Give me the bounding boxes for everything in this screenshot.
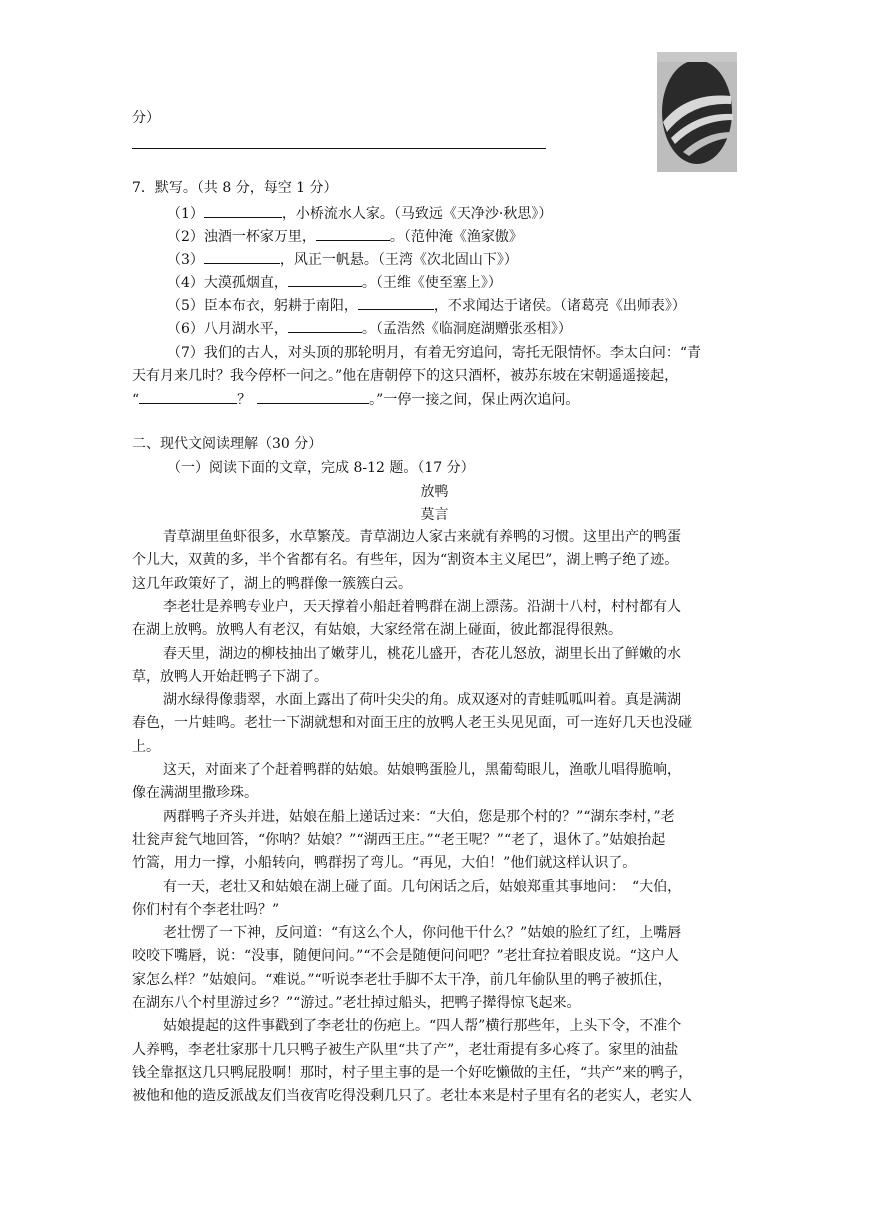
article-line: 壮瓮声瓮气地回答，“你呐？姑娘？”“湖西王庄。”“老王呢？”“老了，退休了。”姑娘抬起 <box>132 832 666 848</box>
q7-item-2-post: 。（范仲淹《渔家傲》 <box>389 229 523 245</box>
q7-item-5-pre: （5）臣本布衣，躬耕于南阳， <box>167 298 358 314</box>
q7-item-1-post: ，小桥流水人家。（马致远《天净沙·秋思》） <box>281 206 553 222</box>
article-line: 春天里，湖边的柳枝抽出了嫩芽儿，桃花儿盛开，杏花儿怒放，湖里长出了鲜嫩的水 <box>163 646 681 662</box>
article-line: 个儿大，双黄的多，半个省都有名。有些年，因为“割资本主义尾巴”，湖上鸭子绝了迹。 <box>132 552 679 568</box>
q7-blank-7a[interactable] <box>139 389 237 404</box>
q7-blank-5[interactable] <box>358 295 434 310</box>
q7-blank-4[interactable] <box>288 272 362 287</box>
article-line: 咬咬下嘴唇，说：“没事，随便问问。”“不会是随便问问吧？”老壮耷拉着眼皮说。“这户人 <box>132 948 679 964</box>
article-line: 这几年政策好了，湖上的鸭群像一簇簇白云。 <box>132 576 412 592</box>
article-line: 人养鸭，李老壮家那十几只鸭子被生产队里“共了产”，老壮甭提有多心疼了。家里的油盐 <box>132 1042 679 1058</box>
article-line: 在湖东八个村里游过乡？”“游过。”老壮掉过船头，把鸭子撵得惊飞起来。 <box>132 995 581 1011</box>
answer-line <box>132 148 546 149</box>
article-line: 湖水绿得像翡翠，水面上露出了荷叶尖尖的角。成双逐对的青蛙呱呱叫着。真是满湖 <box>163 692 681 708</box>
q7-blank-3[interactable] <box>204 249 280 264</box>
article-line: 上。 <box>132 739 160 755</box>
article-line: 有一天，老壮又和姑娘在湖上碰了面。几句闲话之后，姑娘郑重其事地问： “大伯， <box>163 879 682 895</box>
q7-item-2 <box>167 226 523 247</box>
q7-item-2-pre: （2）浊酒一杯家万里， <box>167 229 316 245</box>
q7-item-3-pre: （3） <box>167 252 204 268</box>
school-logo <box>657 52 737 172</box>
q7-blank-6[interactable] <box>288 318 362 333</box>
q7-item-4-post: 。（王维《使至塞上》） <box>361 275 502 291</box>
q7-item-7-line1: （7）我们的古人，对头顶的那轮明月，有着无穷追问，寄托无限情怀。李太白问：“青 <box>167 345 702 361</box>
q7-item-1 <box>167 203 552 224</box>
section2-sub: （一）阅读下面的文章，完成 8-12 题。（17 分） <box>167 460 475 476</box>
header-fragment: 分） <box>132 110 160 126</box>
article-line: 春色，一片蛙鸣。老壮一下湖就想和对面王庄的放鸭人老王头见见面，可一连好几天也没碰 <box>132 715 692 731</box>
q7-item-6-post: 。（孟浩然《临洞庭湖赠张丞相》） <box>361 321 572 337</box>
q7-title: 7．默写。（共 8 分，每空 1 分） <box>132 180 338 196</box>
article-line: 在湖上放鸭。放鸭人有老汉，有姑娘，大家经常在湖上碰面，彼此都混得很熟。 <box>132 622 622 638</box>
article-line: 像在满湖里撒珍珠。 <box>132 785 258 801</box>
article-title: 放鸭 <box>420 484 449 500</box>
article-line: 姑娘提起的这件事戳到了李老壮的伤疤上。“四人帮”横行那些年，上头下令，不准个 <box>163 1018 682 1034</box>
section2-title: 二、现代文阅读理解（30 分） <box>132 436 323 452</box>
q7-blank-7b[interactable] <box>257 389 369 404</box>
article-line: 竹篙，用力一撑，小船转向，鸭群拐了弯儿。“再见，大伯！”他们就这样认识了。 <box>132 855 637 871</box>
q7-item-7-line3 <box>132 389 579 410</box>
q7-item-4-pre: （4）大漠孤烟直， <box>167 275 288 291</box>
article-line: 两群鸭子齐头并进，姑娘在船上递话过来：“大伯，您是那个村的？”“湖东李村，”老 <box>163 809 675 825</box>
q7-item-6 <box>167 318 572 339</box>
q7-question-mark: ？ <box>237 392 252 408</box>
q7-item-7-line2: 天有月来几时？我今停杯一问之。”他在唐朝停下的这只酒杯，被苏东坡在宋朝遥遥接起， <box>132 368 679 384</box>
q7-item-5 <box>167 295 686 316</box>
article-line: 李老壮是养鸭专业户，天天撑着小船赶着鸭群在湖上漂荡。沿湖十八村，村村都有人 <box>163 599 681 615</box>
q7-open-quote: “ <box>132 392 140 408</box>
article-line: 钱全靠抠这几只鸭屁股啊！那时，村子里主事的是一个好吃懒做的主任，“共产”来的鸭子， <box>132 1065 693 1081</box>
q7-item-4 <box>167 272 502 293</box>
article-author: 莫言 <box>420 507 449 523</box>
article-line: 青草湖里鱼虾很多，水草繁茂。青草湖边人家古来就有养鸭的习惯。这里出产的鸭蛋 <box>163 529 681 545</box>
article-line: 老壮愣了一下神，反问道：“有这么个人，你问他干什么？”姑娘的脸红了红，上嘴唇 <box>163 925 682 941</box>
q7-blank-1[interactable] <box>204 203 282 218</box>
article-line: 这天，对面来了个赶着鸭群的姑娘。姑娘鸭蛋脸儿，黑葡萄眼儿，渔歌儿唱得脆响， <box>163 762 681 778</box>
q7-blank-2[interactable] <box>316 226 390 241</box>
q7-item-3 <box>167 249 518 270</box>
article-line: 被他和他的造反派战友们当夜宵吃得没剩几只了。老壮本来是村子里有名的老实人，老实人 <box>132 1088 692 1104</box>
q7-item-1-pre: （1） <box>167 206 204 222</box>
q7-item-5-post: ，不求闻达于诸侯。（诸葛亮《出师表》） <box>433 298 686 314</box>
q7-item-7-end: 。”一停一接之间，保止两次追问。 <box>369 392 580 408</box>
article-line: 你们村有个李老壮吗？” <box>132 902 280 918</box>
q7-item-3-post: ，风正一帆悬。（王湾《次北固山下》） <box>279 252 518 268</box>
q7-item-6-pre: （6）八月湖水平， <box>167 321 288 337</box>
article-line: 家怎么样？”姑娘问。“难说。”“听说李老壮手脚不太干净，前几年偷队里的鸭子被抓住， <box>132 972 672 988</box>
article-line: 草，放鸭人开始赶鸭子下湖了。 <box>132 669 328 685</box>
